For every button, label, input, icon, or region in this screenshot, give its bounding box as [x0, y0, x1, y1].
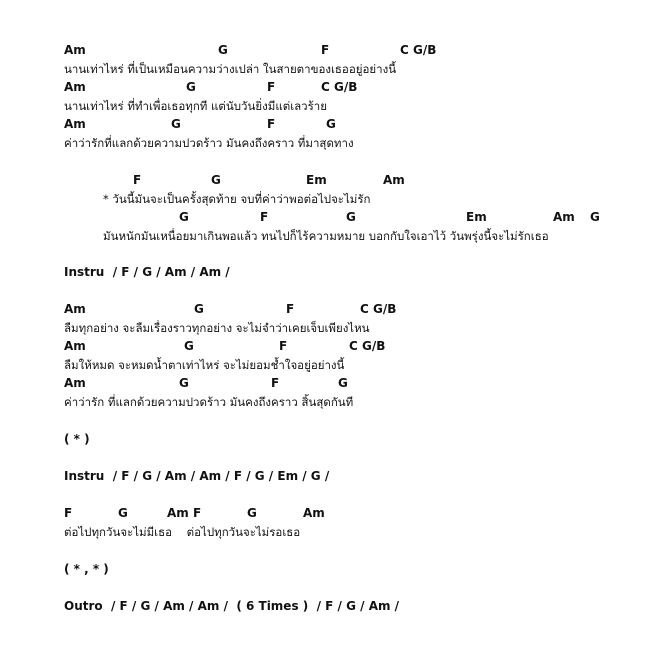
- chord: Am: [553, 210, 575, 224]
- chord: Am: [64, 376, 86, 390]
- chord: F: [286, 302, 295, 316]
- chord: F: [267, 117, 276, 131]
- verse1-chord-line-3: [0, 117, 666, 131]
- verse2-chord-line-3: [0, 376, 666, 390]
- chord: Am: [64, 117, 86, 131]
- chorus-chord-line-1: [0, 173, 666, 187]
- chord: G: [184, 339, 194, 353]
- chorus-chord-line-2: [0, 210, 666, 224]
- repeat-marker-1: ( * ): [64, 432, 90, 446]
- chord: G: [338, 376, 348, 390]
- verse2-lyric-line-2: ลืมให้หมด จะหมดน้ำตาเท่าไหร่ จะไม่ยอมช้ำใจอยู่อย่างนี้: [64, 358, 345, 372]
- chord: G: [211, 173, 221, 187]
- chord: Am: [64, 43, 86, 57]
- chord: Am F: [167, 506, 202, 520]
- verse1-chord-line-1: [0, 43, 666, 57]
- instrumental-line-2: Instru / F / G / Am / Am / F / G / Em / G /: [64, 469, 330, 483]
- verse1-chord-line-2: [0, 80, 666, 94]
- verse2-lyric-line-3: ค่าว่ารัก ที่แลกด้วยความปวดร้าว มันคงถึงคราว สิ้นสุดกันที: [64, 395, 354, 409]
- chord: Am: [64, 80, 86, 94]
- chord: G: [179, 210, 189, 224]
- chord: F: [64, 506, 73, 520]
- chord: C G/B: [360, 302, 397, 316]
- chord: F: [267, 80, 276, 94]
- chord: G: [326, 117, 336, 131]
- verse2-chord-line-2: [0, 339, 666, 353]
- chord: C G/B: [400, 43, 437, 57]
- bridge-chord-line: [0, 506, 666, 520]
- bridge-lyric-line: ต่อไปทุกวันจะไม่มีเธอ ต่อไปทุกวันจะไม่รอเธอ: [64, 525, 301, 539]
- verse1-lyric-line-3: ค่าว่ารักที่แลกด้วยความปวดร้าว มันคงถึงคราว ที่มาสุดทาง: [64, 136, 354, 150]
- chord: G: [194, 302, 204, 316]
- chord: G: [179, 376, 189, 390]
- chord: G: [346, 210, 356, 224]
- repeat-marker-2: ( * , * ): [64, 562, 109, 576]
- chord: Am: [303, 506, 325, 520]
- instrumental-line-1: Instru / F / G / Am / Am /: [64, 265, 230, 279]
- chord: F: [271, 376, 280, 390]
- verse2-chord-line-1: [0, 302, 666, 316]
- chord: Em: [306, 173, 327, 187]
- chorus-lyric-line-2: มันหนักมันเหนื่อยมาเกินพอแล้ว ทนไปก็ไร้ความหมาย บอกกับใจเอาไว้ วันพรุ่งนี้จะไม่รักเธอ: [103, 229, 549, 243]
- verse1-lyric-line-1: นานเท่าไหร่ ที่เป็นเหมือนความว่างเปล่า ในสายตาของเธออยู่อย่างนี้: [64, 62, 397, 76]
- chord: G: [171, 117, 181, 131]
- chord: Em: [466, 210, 487, 224]
- chord: F: [321, 43, 330, 57]
- chord: Am: [64, 302, 86, 316]
- chord: G: [590, 210, 600, 224]
- chord: F: [260, 210, 269, 224]
- outro-line: Outro / F / G / Am / Am / ( 6 Times ) / F / G / Am /: [64, 599, 400, 613]
- chord: Am: [64, 339, 86, 353]
- chord: G: [247, 506, 257, 520]
- chord: Am: [383, 173, 405, 187]
- verse2-lyric-line-1: ลืมทุกอย่าง จะลืมเรื่องราวทุกอย่าง จะไม่จำว่าเคยเจ็บเพียงไหน: [64, 321, 370, 335]
- verse1-lyric-line-2: นานเท่าไหร่ ที่ทำเพื่อเธอทุกที แต่นับวันยิ่งมีแต่เลวร้าย: [64, 99, 328, 113]
- chord: F: [279, 339, 288, 353]
- chord: C G/B: [349, 339, 386, 353]
- chorus-lyric-line-1: * วันนี้มันจะเป็นครั้งสุดท้าย จบที่ค่าว่าพอต่อไปจะไม่รัก: [103, 192, 371, 206]
- chord: F: [133, 173, 142, 187]
- chord: G: [218, 43, 228, 57]
- chord: C G/B: [321, 80, 358, 94]
- chord: G: [118, 506, 128, 520]
- chord: G: [186, 80, 196, 94]
